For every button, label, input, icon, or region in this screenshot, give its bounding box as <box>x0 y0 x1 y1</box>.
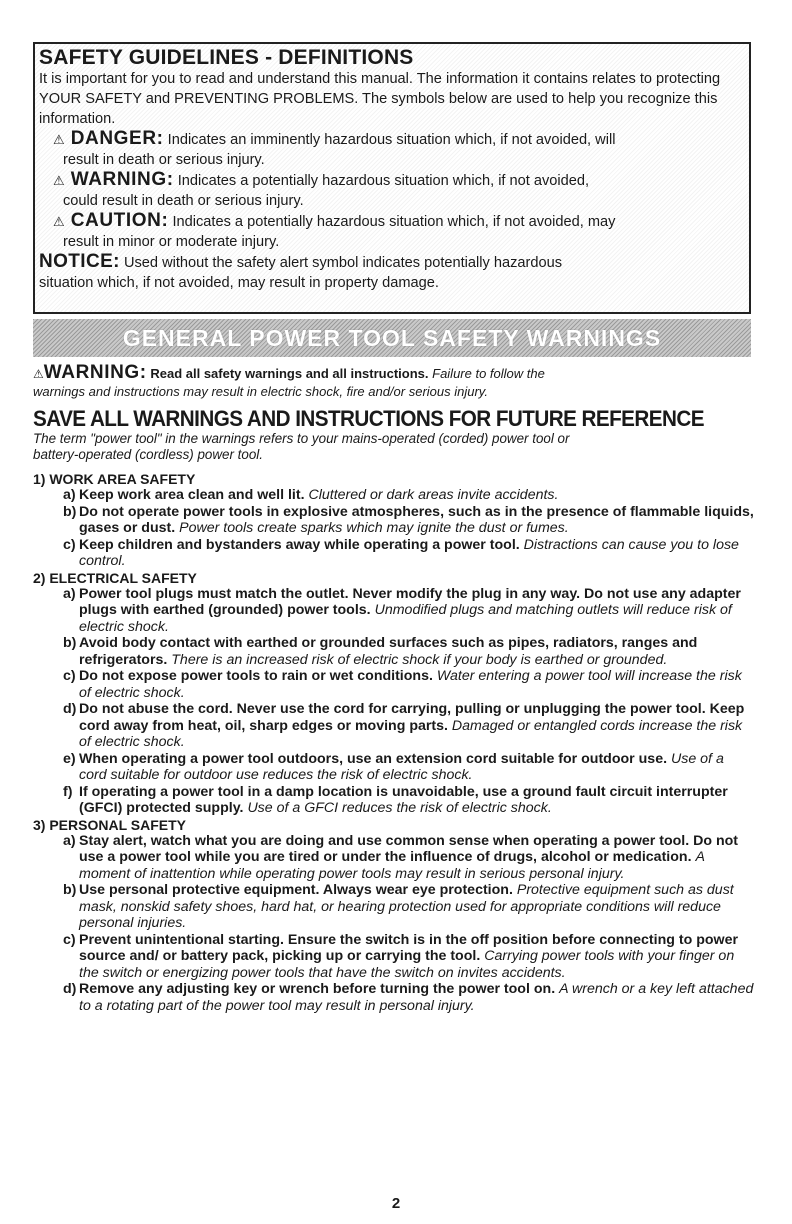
alert-triangle-icon: ⚠ <box>33 367 44 381</box>
power-tool-term-note <box>33 431 755 463</box>
item-italic: Damaged or entangled cords increase the risk of electric shock. <box>79 717 743 750</box>
caution-term: CAUTION: <box>70 210 169 231</box>
list-item <box>33 932 755 982</box>
term-note-line1: The term "power tool" in the warnings refers to your mains-operated (corded) power tool or <box>33 431 570 446</box>
item-bold: When operating a power tool outdoors, use an extension cord suitable for outdoor use. <box>79 750 668 767</box>
item-bold: Do not abuse the cord. Never use the cord for carrying, pulling or unplugging the power tool. Keep cord away from heat, oil, sharp edges or moving parts. <box>79 701 745 734</box>
notice-definition <box>39 252 743 293</box>
item-letter: c) <box>63 668 76 684</box>
item-letter: c) <box>63 536 76 553</box>
general-warning-italic-2: warnings and instructions may result in electric shock, fire and/or serious injury. <box>33 384 488 399</box>
list-item <box>33 586 755 636</box>
item-italic: A moment of inattention while operating power tools may result in serious personal injury. <box>79 849 705 882</box>
item-italic: Distractions can cause you to lose control. <box>79 536 739 569</box>
item-bold: Do not operate power tools in explosive atmospheres, such as in the presence of flammable liquids, gases or dust. <box>79 503 754 536</box>
list-item <box>33 668 755 701</box>
list-item <box>33 784 755 817</box>
item-italic: Power tools create sparks which may ignite the dust or fumes. <box>179 520 569 536</box>
term-note-line2: battery-operated (cordless) power tool. <box>33 447 263 462</box>
notice-term: NOTICE: <box>39 251 120 272</box>
general-warning-term: WARNING: <box>43 362 147 383</box>
item-bold: Power tool plugs must match the outlet. Never modify the plug in any way. Do not use any adapter plugs with earthed (grounded) power tools. <box>79 585 741 618</box>
danger-text-line1: Indicates an imminently hazardous situation which, if not avoided, will <box>167 132 616 148</box>
item-italic: Use of a cord suitable for outdoor use reduces the risk of electric shock. <box>79 750 724 783</box>
list-item <box>33 833 755 883</box>
warnings-content <box>33 364 755 1014</box>
alert-triangle-icon: ⚠ <box>53 214 65 229</box>
item-bold: Keep children and bystanders away while operating a power tool. <box>79 536 520 553</box>
danger-definition <box>39 129 743 170</box>
item-bold: Keep work area clean and well lit. <box>79 487 305 503</box>
page-number: 2 <box>391 1195 401 1212</box>
list-item <box>33 882 755 932</box>
list-item <box>33 751 755 784</box>
item-bold: Avoid body contact with earthed or grounded surfaces such as pipes, radiators, ranges and refrigerators. <box>79 635 698 668</box>
caution-definition <box>39 211 743 252</box>
list-item <box>33 701 755 751</box>
warning-text-line2: could result in death or serious injury. <box>63 193 304 209</box>
section-personal-safety: 3) PERSONAL SAFETY <box>33 816 186 833</box>
item-bold: If operating a power tool in a damp location is unavoidable, use a ground fault circuit interrupter (GFCI) protected supply. <box>79 783 728 816</box>
item-italic: Water entering a power tool will increase the risk of electric shock. <box>79 668 742 701</box>
notice-text-line1: Used without the safety alert symbol indicates potentially hazardous <box>123 255 563 271</box>
general-warning-bold: Read all safety warnings and all instructions. <box>150 366 429 381</box>
item-italic: Use of a GFCI reduces the risk of electric shock. <box>247 800 552 816</box>
item-bold: Remove any adjusting key or wrench before turning the power tool on. <box>79 981 556 997</box>
warning-term: WARNING: <box>70 169 174 190</box>
item-bold: Do not expose power tools to rain or wet conditions. <box>79 668 433 684</box>
item-italic: Protective equipment such as dust mask, nonskid safety shoes, hard hat, or hearing protection used for appropriate conditions will reduce personal injuries. <box>79 882 734 931</box>
warning-text-line1: Indicates a potentially hazardous situation which, if not avoided, <box>177 173 590 189</box>
item-letter: d) <box>63 701 77 717</box>
list-item <box>33 537 755 570</box>
item-italic: Carrying power tools with your finger on the switch or energizing power tools that have the switch on invites accidents. <box>79 948 735 981</box>
general-warnings-banner <box>33 319 751 357</box>
general-warning-italic-1: Failure to follow the <box>432 366 545 381</box>
definitions-box <box>33 42 751 314</box>
definitions-intro: It is important for you to read and understand this manual. The information it contains relates to protecting YOUR SAFETY and PREVENTING PROBLEMS. The symbols below are used to help you recognize this information. <box>39 71 721 127</box>
section-electrical-safety: 2) ELECTRICAL SAFETY <box>33 569 197 586</box>
warning-definition <box>39 170 743 211</box>
item-bold: Stay alert, watch what you are doing and use common sense when operating a power tool. Do not use a power tool while you are tired or under the influence of drugs, alcohol or medication. <box>79 832 739 865</box>
item-italic: Cluttered or dark areas invite accidents. <box>308 487 559 503</box>
list-item <box>33 635 755 668</box>
danger-term: DANGER: <box>70 128 164 149</box>
save-instructions-heading: SAVE ALL WARNINGS AND INSTRUCTIONS FOR FUTURE REFERENCE <box>33 406 704 431</box>
item-italic: There is an increased risk of electric shock if your body is earthed or grounded. <box>171 651 668 668</box>
item-letter: a) <box>63 487 76 503</box>
general-warning <box>33 364 755 401</box>
item-bold: Prevent unintentional starting. Ensure the switch is in the off position before connecting to power source and/ or battery pack, picking up or carrying the tool. <box>79 931 738 964</box>
item-italic: A wrench or a key left attached to a rotating part of the power tool may result in personal injury. <box>79 981 754 1014</box>
list-item <box>33 504 755 537</box>
item-letter: e) <box>63 750 76 767</box>
banner-title: GENERAL POWER TOOL SAFETY WARNINGS <box>122 324 662 351</box>
item-letter: a) <box>63 832 76 849</box>
item-letter: b) <box>63 503 77 520</box>
caution-text-line1: Indicates a potentially hazardous situation which, if not avoided, may <box>172 214 616 230</box>
caution-text-line2: result in minor or moderate injury. <box>63 234 280 250</box>
item-letter: b) <box>63 635 77 651</box>
item-letter: c) <box>63 931 76 948</box>
item-letter: b) <box>63 882 77 898</box>
list-item <box>33 981 755 1014</box>
item-letter: d) <box>63 981 77 997</box>
alert-triangle-icon: ⚠ <box>53 132 65 147</box>
item-letter: f) <box>63 783 73 800</box>
definitions-title: SAFETY GUIDELINES - DEFINITIONS <box>39 46 414 69</box>
section-work-area-safety: 1) WORK AREA SAFETY <box>33 471 196 487</box>
list-item <box>33 487 755 504</box>
item-italic: Unmodified plugs and matching outlets will reduce risk of electric shock. <box>79 602 732 635</box>
alert-triangle-icon: ⚠ <box>53 173 65 188</box>
item-letter: a) <box>63 585 76 602</box>
danger-text-line2: result in death or serious injury. <box>63 152 265 168</box>
notice-text-line2: situation which, if not avoided, may result in property damage. <box>39 275 439 291</box>
item-bold: Use personal protective equipment. Always wear eye protection. <box>79 882 513 898</box>
